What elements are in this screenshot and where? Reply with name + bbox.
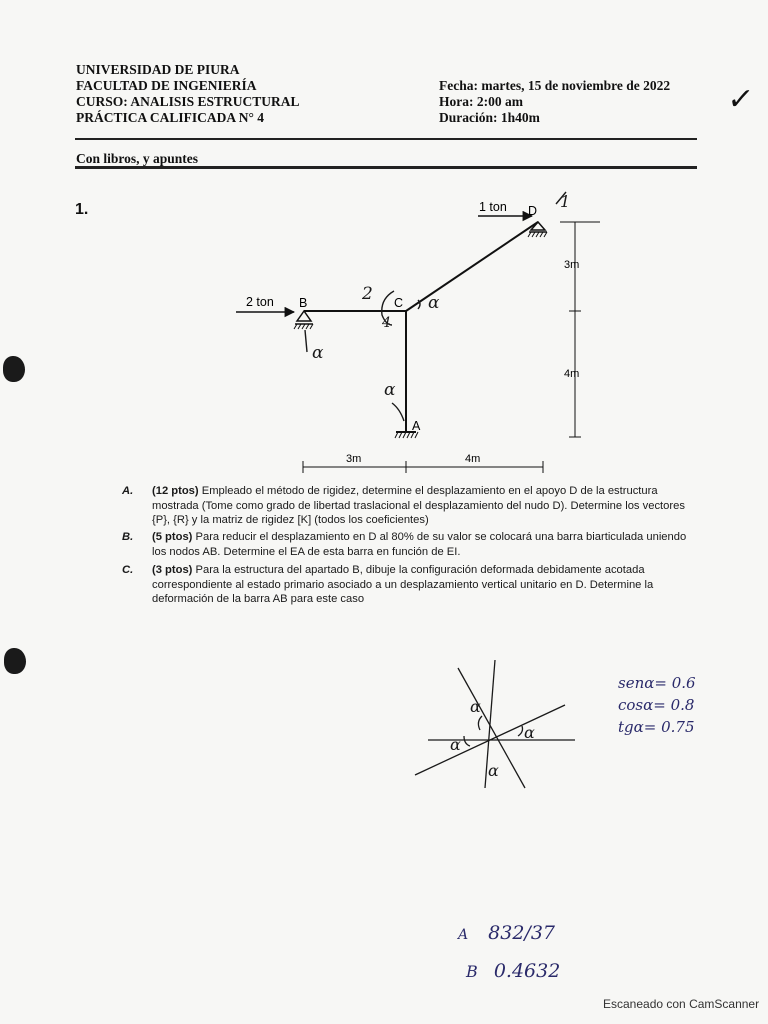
dimension-right bbox=[560, 222, 600, 437]
question-letter: A. bbox=[122, 485, 134, 497]
exam-time: Hora: 2:00 am bbox=[439, 94, 523, 109]
node-a-label: A bbox=[412, 419, 421, 433]
question-letter: C. bbox=[122, 564, 134, 576]
question-points: (3 ptos) bbox=[152, 564, 193, 576]
scanner-footer: Escaneado con CamScanner bbox=[603, 997, 760, 1011]
question-points: (12 ptos) bbox=[152, 485, 199, 497]
support-b-icon bbox=[294, 311, 313, 329]
question-text: Para reducir el desplazamiento en D al 80% de su valor se colocará una barra biarticulada uniendo los nodos AB. Determine el EA de esta barra en función de EI. bbox=[152, 531, 687, 558]
answer-a-value: 832/37 bbox=[488, 922, 556, 944]
dimension-bottom bbox=[303, 461, 543, 473]
node-c-label: C bbox=[394, 296, 404, 310]
check-mark-icon: ✓ bbox=[725, 82, 756, 117]
answer-b-label: B bbox=[466, 962, 478, 981]
structure-figure bbox=[0, 0, 768, 480]
tan-value: tgα= 0.75 bbox=[618, 718, 695, 736]
support-d-icon bbox=[528, 222, 547, 237]
hand-four-c: 4 bbox=[382, 315, 391, 331]
dim-3m-right: 3m bbox=[564, 259, 580, 271]
node-d-label: D bbox=[528, 204, 538, 218]
question-item-a bbox=[122, 484, 697, 528]
question-text: Empleado el método de rigidez, determine el desplazamiento en el apoyo D de la estructura mostrada (Tome como grado de libertad traslacional el desplazamiento del nudo D). Determine los vectores {P}, {R} y la matriz de rigidez [K] (todos los coeficientes) bbox=[152, 485, 685, 526]
sketch-alpha-right: α bbox=[524, 723, 535, 742]
exam-notes: Con libros, y apuntes bbox=[76, 151, 199, 166]
answer-a bbox=[458, 922, 555, 944]
load-b-label: 2 ton bbox=[246, 295, 274, 309]
dim-4m-right: 4m bbox=[564, 368, 580, 380]
punch-hole bbox=[3, 356, 25, 382]
cos-value: cosα= 0.8 bbox=[618, 696, 695, 714]
course-name: CURSO: ANALISIS ESTRUCTURAL bbox=[76, 94, 300, 109]
hand-two-c: 2 bbox=[362, 284, 373, 304]
question-item-b bbox=[122, 530, 697, 559]
sin-value: senα= 0.6 bbox=[618, 674, 696, 692]
exam-duration: Duración: 1h40m bbox=[439, 110, 540, 125]
angle-sketch bbox=[400, 650, 600, 790]
faculty-name: FACULTAD DE INGENIERÍA bbox=[76, 78, 257, 93]
question-letter: B. bbox=[122, 531, 134, 543]
answer-b bbox=[466, 960, 560, 982]
punch-hole bbox=[4, 648, 26, 674]
exam-title: PRÁCTICA CALIFICADA N° 4 bbox=[76, 110, 265, 125]
load-d-label: 1 ton bbox=[479, 200, 507, 214]
hand-one-d: 1 bbox=[560, 192, 571, 211]
member-cd bbox=[406, 222, 538, 311]
hand-alpha-c: α bbox=[428, 293, 440, 313]
answer-a-label: A bbox=[458, 927, 469, 943]
node-b-label: B bbox=[299, 296, 308, 310]
university-name: UNIVERSIDAD DE PIURA bbox=[76, 62, 240, 77]
sketch-alpha-top: α bbox=[470, 697, 481, 716]
sketch-alpha-left: α bbox=[450, 735, 461, 754]
sketch-alpha-bottom: α bbox=[488, 761, 499, 780]
question-points: (5 ptos) bbox=[152, 531, 193, 543]
trig-values bbox=[618, 672, 696, 738]
exam-date: Fecha: martes, 15 de noviembre de 2022 bbox=[439, 78, 671, 93]
hand-alpha-b: α bbox=[312, 343, 324, 363]
hand-alpha-a: α bbox=[384, 380, 396, 400]
dim-4m-bottom: 4m bbox=[465, 453, 481, 465]
question-item-c bbox=[122, 563, 697, 607]
problem-number: 1. bbox=[75, 201, 89, 218]
answer-b-value: 0.4632 bbox=[493, 960, 561, 982]
question-text: Para la estructura del apartado B, dibuje la configuración deformada debidamente acotada correspondiente al estado primario asociado a un desplazamiento vertical unitario en D. Determine la deformación de la barra AB para este caso bbox=[152, 564, 654, 605]
dim-3m-bottom: 3m bbox=[346, 453, 362, 465]
